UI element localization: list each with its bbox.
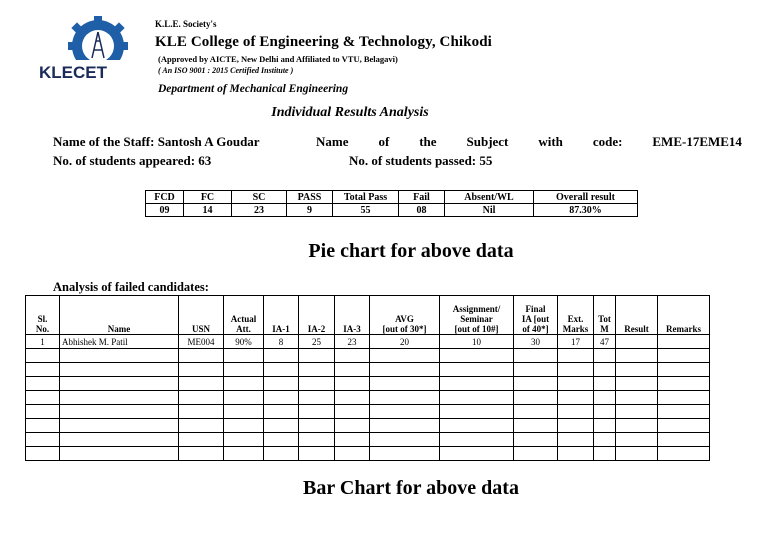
table-cell [658, 335, 710, 349]
table-cell [299, 377, 335, 391]
table-cell [658, 377, 710, 391]
table-row [26, 349, 710, 363]
table-cell [514, 349, 558, 363]
table-row [26, 335, 710, 349]
table-cell [514, 405, 558, 419]
summary-header: FCD [146, 191, 184, 204]
subject-word: of [378, 134, 390, 149]
table-cell [440, 419, 514, 433]
summary-value: Nil [445, 204, 534, 217]
table-cell [514, 377, 558, 391]
summary-value: 9 [287, 204, 333, 217]
column-header: USN [179, 296, 224, 335]
table-cell: 90% [224, 335, 264, 349]
table-cell [594, 363, 616, 377]
table-cell [616, 349, 658, 363]
subject-word: code: [592, 134, 623, 149]
table-cell [514, 391, 558, 405]
table-cell [616, 335, 658, 349]
table-cell [26, 405, 60, 419]
table-cell [558, 447, 594, 461]
table-cell [60, 391, 179, 405]
table-cell [658, 349, 710, 363]
table-cell [224, 391, 264, 405]
table-cell [658, 391, 710, 405]
table-cell [594, 391, 616, 405]
table-cell: 47 [594, 335, 616, 349]
table-cell [594, 433, 616, 447]
table-cell [60, 377, 179, 391]
table-cell [179, 433, 224, 447]
table-cell [26, 419, 60, 433]
table-cell [264, 447, 299, 461]
summary-header: SC [232, 191, 287, 204]
table-cell [335, 405, 370, 419]
table-cell [224, 377, 264, 391]
students-passed: No. of students passed: 55 [349, 153, 493, 168]
college-name: KLE College of Engineering & Technology, Chikodi [155, 34, 492, 50]
table-cell [558, 377, 594, 391]
table-cell: ME004 [179, 335, 224, 349]
pie-chart-heading: Pie chart for above data [308, 240, 514, 262]
summary-value: 08 [399, 204, 445, 217]
summary-header: Fail [399, 191, 445, 204]
table-cell [224, 433, 264, 447]
table-cell [440, 363, 514, 377]
table-cell [440, 405, 514, 419]
table-cell [616, 391, 658, 405]
table-cell [440, 349, 514, 363]
table-cell [440, 391, 514, 405]
table-cell [179, 391, 224, 405]
table-cell [558, 419, 594, 433]
table-cell [179, 419, 224, 433]
table-cell [224, 419, 264, 433]
table-cell [658, 405, 710, 419]
table-cell [299, 349, 335, 363]
table-cell [594, 377, 616, 391]
summary-header: PASS [287, 191, 333, 204]
logo-wordmark: KLECET [39, 63, 107, 82]
table-cell [335, 349, 370, 363]
table-cell [370, 433, 440, 447]
table-cell [558, 349, 594, 363]
table-row [26, 363, 710, 377]
summary-header: FC [184, 191, 232, 204]
table-cell: 17 [558, 335, 594, 349]
table-row [26, 433, 710, 447]
table-cell [594, 419, 616, 433]
table-cell [558, 405, 594, 419]
table-cell [335, 447, 370, 461]
table-cell [370, 349, 440, 363]
column-header: IA-2 [299, 296, 335, 335]
table-cell [264, 391, 299, 405]
table-cell [224, 349, 264, 363]
table-cell [658, 419, 710, 433]
iso-note: ( An ISO 9001 : 2015 Certified Institute ) [158, 66, 294, 75]
table-cell [616, 419, 658, 433]
table-cell [26, 349, 60, 363]
table-cell: 30 [514, 335, 558, 349]
students-appeared: No. of students appeared: 63 [53, 153, 212, 168]
table-cell [594, 447, 616, 461]
table-cell: 25 [299, 335, 335, 349]
table-cell [299, 447, 335, 461]
column-header: Sl. No. [26, 296, 60, 335]
table-cell [26, 363, 60, 377]
table-cell [264, 419, 299, 433]
college-logo [36, 16, 150, 84]
table-cell [335, 433, 370, 447]
summary-header: Total Pass [333, 191, 399, 204]
table-cell [616, 405, 658, 419]
table-cell: Abhishek M. Patil [60, 335, 179, 349]
table-cell [370, 391, 440, 405]
staff-name: Name of the Staff: Santosh A Goudar [53, 134, 260, 149]
column-header: AVG [out of 30*] [370, 296, 440, 335]
society-name: K.L.E. Society's [155, 19, 217, 29]
subject-word: EME-17EME14 [652, 134, 742, 149]
department-name: Department of Mechanical Engineering [158, 83, 349, 95]
table-cell [616, 377, 658, 391]
table-cell [440, 377, 514, 391]
table-cell [594, 405, 616, 419]
table-cell [594, 349, 616, 363]
failed-heading: Analysis of failed candidates: [53, 280, 209, 294]
table-cell [370, 447, 440, 461]
summary-header: Overall result [534, 191, 638, 204]
table-cell [224, 447, 264, 461]
summary-value: 23 [232, 204, 287, 217]
table-cell [335, 391, 370, 405]
subject-word: the [419, 134, 437, 149]
table-cell [264, 363, 299, 377]
table-cell [440, 433, 514, 447]
summary-value: 14 [184, 204, 232, 217]
column-header: Actual Att. [224, 296, 264, 335]
table-row [26, 391, 710, 405]
table-cell: 1 [26, 335, 60, 349]
table-cell [264, 433, 299, 447]
page-title: Individual Results Analysis [271, 105, 429, 120]
table-cell [370, 377, 440, 391]
table-cell [60, 405, 179, 419]
table-cell [616, 447, 658, 461]
column-header: Assignment/ Seminar [out of 10#] [440, 296, 514, 335]
column-header: Name [60, 296, 179, 335]
table-cell [658, 363, 710, 377]
table-cell [335, 363, 370, 377]
subject-word: Subject [466, 134, 509, 149]
table-cell [179, 349, 224, 363]
table-cell [264, 405, 299, 419]
table-cell [514, 447, 558, 461]
table-cell [264, 377, 299, 391]
column-header: Ext. Marks [558, 296, 594, 335]
table-cell [558, 391, 594, 405]
subject-code [316, 134, 742, 150]
table-cell [60, 419, 179, 433]
table-cell [370, 405, 440, 419]
table-row [26, 419, 710, 433]
summary-header: Absent/WL [445, 191, 534, 204]
table-cell [179, 405, 224, 419]
table-cell [224, 405, 264, 419]
table-cell [60, 349, 179, 363]
table-cell: 20 [370, 335, 440, 349]
summary-value: 09 [146, 204, 184, 217]
table-cell [514, 419, 558, 433]
subject-word: with [538, 134, 563, 149]
table-cell [658, 433, 710, 447]
approval-note: (Approved by AICTE, New Delhi and Affiliated to VTU, Belagavi) [158, 54, 398, 64]
table-cell [370, 419, 440, 433]
table-cell [60, 447, 179, 461]
table-row [26, 447, 710, 461]
table-cell [299, 363, 335, 377]
table-cell [299, 433, 335, 447]
table-cell [26, 433, 60, 447]
table-cell [514, 363, 558, 377]
summary-table [145, 190, 638, 217]
table-cell [558, 363, 594, 377]
table-cell [514, 433, 558, 447]
table-row [26, 405, 710, 419]
column-header: Result [616, 296, 658, 335]
summary-value: 87.30% [534, 204, 638, 217]
table-cell [179, 363, 224, 377]
table-cell [616, 433, 658, 447]
table-cell [335, 419, 370, 433]
column-header: IA-3 [335, 296, 370, 335]
table-cell [299, 419, 335, 433]
table-cell [26, 377, 60, 391]
subject-word: Name [316, 134, 349, 149]
table-row [26, 377, 710, 391]
table-cell [224, 363, 264, 377]
table-cell [440, 447, 514, 461]
table-cell [335, 377, 370, 391]
column-header: Remarks [658, 296, 710, 335]
table-cell [558, 433, 594, 447]
table-cell: 8 [264, 335, 299, 349]
table-cell [26, 391, 60, 405]
table-cell [60, 433, 179, 447]
table-cell [179, 377, 224, 391]
table-cell: 10 [440, 335, 514, 349]
table-cell [60, 363, 179, 377]
bar-chart-heading: Bar Chart for above data [303, 477, 519, 499]
table-cell: 23 [335, 335, 370, 349]
table-cell [616, 363, 658, 377]
table-cell [370, 363, 440, 377]
table-cell [26, 447, 60, 461]
column-header: Tot M [594, 296, 616, 335]
column-header: IA-1 [264, 296, 299, 335]
summary-value: 55 [333, 204, 399, 217]
table-cell [299, 405, 335, 419]
table-cell [264, 349, 299, 363]
table-cell [299, 391, 335, 405]
table-cell [179, 447, 224, 461]
failed-candidates-table [25, 295, 710, 461]
table-cell [658, 447, 710, 461]
column-header: Final IA [out of 40*] [514, 296, 558, 335]
